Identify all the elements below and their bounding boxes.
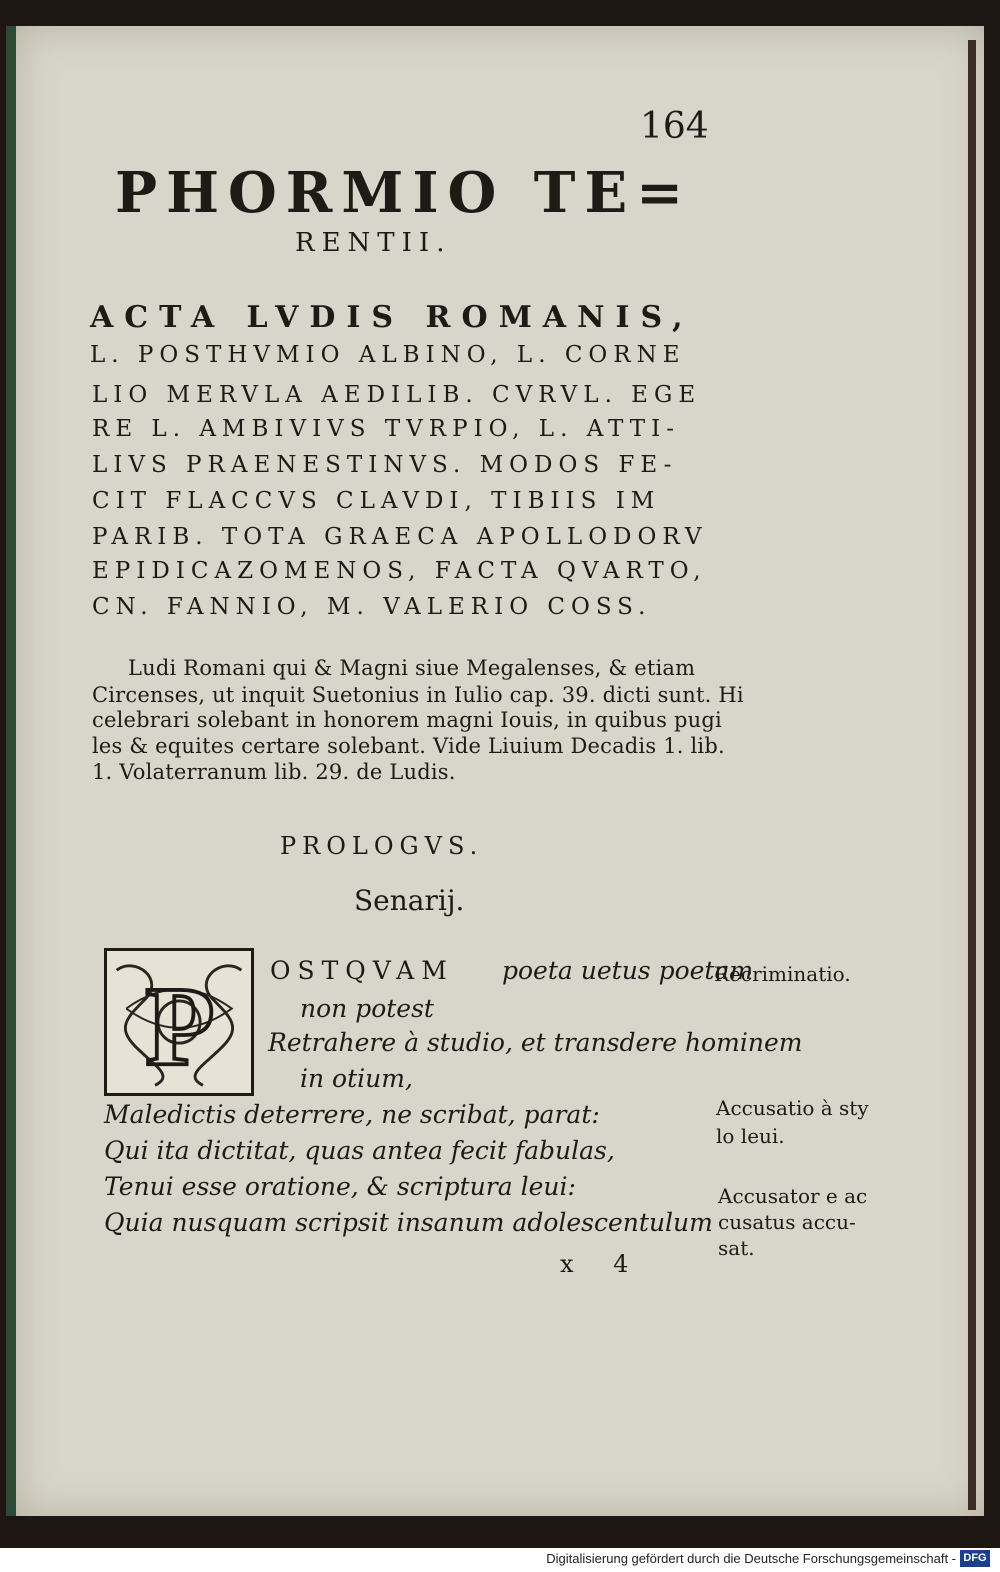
play-title: PHORMIO TE= xyxy=(115,160,693,226)
meter-heading: Senarij. xyxy=(354,884,465,917)
verse-line: Quia nusquam scripsit insanum adolescentulum xyxy=(104,1208,713,1237)
verse-line: Maledictis deterrere, ne scribat, parat: xyxy=(104,1100,600,1129)
didascalia-line: EPIDICAZOMENOS, FACTA QVARTO, xyxy=(92,558,707,584)
verse-line: in otium, xyxy=(300,1064,413,1093)
didascalia-line: CN. FANNIO, M. VALERIO COSS. xyxy=(92,594,652,620)
commentary-line: Ludi Romani qui & Magni siue Megalenses, & etiam xyxy=(128,656,696,680)
decorated-initial-p-icon xyxy=(104,948,254,1096)
commentary-line: 1. Volaterranum lib. 29. de Ludis. xyxy=(92,760,456,784)
marginal-note: cusatus accu- xyxy=(718,1210,856,1234)
signature-mark: x 4 xyxy=(560,1250,645,1278)
commentary-line: Circenses, ut inquit Suetonius in Iulio cap. 39. dicti sunt. Hi xyxy=(92,683,744,707)
commentary-line: celebrari solebant in honorem magni Iouis, in quibus pugi xyxy=(92,708,722,732)
section-heading: PROLOGVS. xyxy=(280,832,484,860)
marginal-note: lo leui. xyxy=(716,1124,785,1148)
marginal-note: Accusatio à sty xyxy=(716,1096,869,1120)
didascalia-line: PARIB. TOTA GRAECA APOLLODORV xyxy=(92,524,708,550)
didascalia-line: ACTA LVDIS ROMANIS, xyxy=(90,300,694,335)
page-edge xyxy=(968,40,976,1510)
marginal-note: sat. xyxy=(718,1236,755,1260)
didascalia-line: LIO MERVLA AEDILIB. CVRVL. EGE xyxy=(92,382,702,408)
marginal-note: Recriminatio. xyxy=(714,962,851,986)
verse-line: non potest xyxy=(300,994,434,1023)
didascalia-line: CIT FLACCVS CLAVDI, TIBIIS IM xyxy=(92,488,661,514)
verse-line: Tenui esse oratione, & scriptura leui: xyxy=(104,1172,576,1201)
verse-line: Qui ita dictitat, quas antea fecit fabulas, xyxy=(104,1136,615,1165)
svg-text:P: P xyxy=(145,964,215,1090)
marginal-note: Accusator e ac xyxy=(718,1184,868,1208)
funding-credit: Digitalisierung gefördert durch die Deutsche Forschungsgemeinschaft - xyxy=(546,1551,956,1566)
folio-number: 164 xyxy=(640,106,709,147)
dfg-logo: DFG xyxy=(960,1550,990,1567)
commentary-line: les & equites certare solebant. Vide Liuium Decadis 1. lib. xyxy=(92,734,725,758)
verse-line: poeta uetus poetam xyxy=(502,956,754,985)
didascalia-line: L. POSTHVMIO ALBINO, L. CORNE xyxy=(90,342,686,368)
play-title-continued: RENTII. xyxy=(295,228,452,258)
verse-capitals: OSTQVAM xyxy=(270,956,454,985)
didascalia-line: LIVS PRAENESTINVS. MODOS FE- xyxy=(92,452,678,478)
verse-line: Retrahere à studio, et transdere hominem xyxy=(268,1028,803,1057)
didascalia-line: RE L. AMBIVIVS TVRPIO, L. ATTI- xyxy=(92,416,681,442)
